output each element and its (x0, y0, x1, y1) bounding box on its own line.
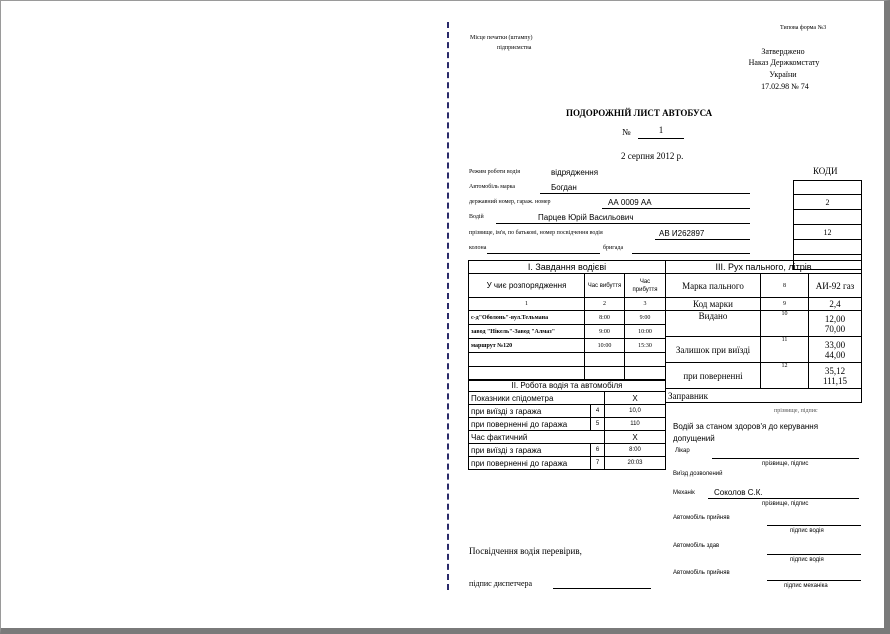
fueler-sign-caption: прізвище, підпис (774, 408, 818, 414)
fuel-leftover-value (809, 337, 862, 363)
plate-value: АА 0009 АА (608, 198, 652, 207)
health-title: Водій за станом здоров'я до керування допущений (673, 422, 819, 443)
codes-table (793, 180, 862, 270)
driver-sign-caption: підпис водія (790, 528, 824, 534)
task-depart: 10:00 (585, 339, 625, 353)
plate-underline (602, 208, 750, 209)
doctor-label: Лікар (675, 448, 690, 454)
brigade-underline (632, 253, 750, 254)
license-label: прізвище, ім'я, по батькові, номер посвідчення водія (469, 230, 603, 236)
perforation-line (447, 22, 449, 590)
time-row-label: при виїзді з гаража (469, 444, 591, 457)
col-arrive-header: Час прибуття (625, 274, 666, 298)
actual-time-mark: Х (605, 431, 666, 444)
task-arrive: 9:00 (625, 311, 666, 325)
task-depart: 8:00 (585, 311, 625, 325)
fuel-code-label: Код марки (666, 298, 761, 311)
approval-line-1: Затверджено (761, 47, 805, 56)
actual-time-label: Час фактичний (469, 431, 605, 444)
task-arrive: 15:30 (625, 339, 666, 353)
plate-label: державний номер, гараж. номер (469, 199, 551, 205)
driver-underline (496, 223, 750, 224)
driver-label: Водій (469, 214, 484, 220)
fuel-issued-label: Видано (666, 311, 761, 337)
work-table (468, 379, 666, 470)
task-depart (585, 353, 625, 367)
fuel-leftover-label: Залишок при виїзді (666, 337, 761, 363)
stamp-place-line2: підприємства (497, 45, 532, 51)
odometer-row-label: при виїзді з гаража (469, 405, 591, 418)
odometer-row-code: 5 (591, 418, 605, 431)
time-row-code: 7 (591, 457, 605, 470)
fuel-return-value (809, 363, 862, 389)
fuel-issued-value-2: 70,00 (824, 323, 846, 334)
fuel-brand-code: 8 (761, 274, 809, 298)
column-number: 3 (625, 298, 666, 311)
odometer-row-label: при поверненні до гаража (469, 418, 591, 431)
handed-underline (767, 554, 861, 555)
code-cell (794, 240, 862, 255)
fuel-return-value-2: 111,15 (822, 375, 848, 386)
work-title: II. Робота водія та автомобіля (469, 380, 666, 392)
code-cell: 2 (794, 195, 862, 210)
mechanic-sign-caption: прізвище, підпис (762, 501, 809, 507)
mechanic-value: Соколов С.К. (714, 488, 763, 497)
odometer-label: Показники спідометра (469, 392, 605, 405)
fuel-table (665, 260, 862, 403)
dispatcher-underline (553, 588, 651, 589)
odometer-mark: Х (605, 392, 666, 405)
mechanic-underline (708, 498, 859, 499)
approval-line-4: 17.02.98 № 74 (761, 82, 809, 91)
fuel-brand-label: Марка пального (666, 274, 761, 298)
fuel-issued-value (809, 311, 862, 337)
col-order-header: У чиє розпорядження (469, 274, 585, 298)
fuel-leftover-value-1: 33,00 (824, 339, 846, 350)
dispatcher-label: підпис диспетчера (469, 579, 533, 588)
code-cell (794, 181, 862, 195)
number-underline (638, 138, 684, 139)
tasks-table (468, 260, 666, 381)
number-value: 1 (658, 125, 664, 135)
mode-label: Режим роботи водія (469, 169, 520, 175)
fuel-code-code: 9 (761, 298, 809, 311)
accepted2-label: Автомобіль прийняв (673, 570, 730, 576)
codes-title: КОДИ (813, 166, 838, 176)
fueler-cell (666, 389, 862, 403)
fuel-code-value: 2,4 (809, 298, 862, 311)
stamp-place-line1: Місце печатки (штампу) (470, 35, 533, 41)
time-row-label: при поверненні до гаража (469, 457, 591, 470)
task-route: завод "Нікель"-Завод "Алмаз" (469, 325, 585, 339)
doctor-sign-caption: прізвище, підпис (762, 461, 809, 467)
task-depart: 9:00 (585, 325, 625, 339)
code-cell (794, 210, 862, 225)
fuel-issued-code: 10 (761, 311, 809, 337)
odometer-row-code: 4 (591, 405, 605, 418)
odometer-row-value: 110 (605, 418, 666, 431)
license-check-title: Посвідчення водія перевірив, (469, 546, 582, 556)
approval-line-3: України (769, 70, 797, 79)
time-row-value: 20:03 (605, 457, 666, 470)
task-arrive (625, 353, 666, 367)
column-label: колона (469, 245, 487, 251)
doctor-underline (712, 458, 859, 459)
number-label: № (622, 127, 631, 137)
fueler-label: Заправник (668, 390, 708, 401)
tasks-title: I. Завдання водієві (469, 261, 666, 274)
fuel-title: III. Рух пального, літрів (666, 261, 862, 274)
car-underline (540, 193, 750, 194)
handed-label: Автомобіль здав (673, 543, 720, 549)
license-underline (655, 239, 750, 240)
driver-sign-caption-2: підпис водія (790, 557, 824, 563)
fuel-issued-value-1: 12,00 (824, 313, 846, 324)
fuel-brand-value: АИ-92 газ (809, 274, 862, 298)
accepted2-underline (767, 580, 861, 581)
task-route: маршрут №120 (469, 339, 585, 353)
accepted-underline (767, 525, 861, 526)
column-underline (487, 253, 600, 254)
car-value: Богдан (551, 183, 577, 192)
mechanic-label: Механік (673, 490, 695, 496)
column-number: 2 (585, 298, 625, 311)
form-reference: Типова форма №3 (780, 25, 827, 31)
mechanic-sign-caption-2: підпис механіка (784, 583, 828, 589)
task-route: с-д"Оболонь"-вул.Тельмана (469, 311, 585, 325)
exit-allowed-label: Виїзд дозволений (673, 471, 723, 477)
time-row-value: 8:00 (605, 444, 666, 457)
accepted-label: Автомобіль прийняв (673, 515, 730, 521)
col-depart-header: Час вибуття (585, 274, 625, 298)
column-number: 1 (469, 298, 585, 311)
fuel-leftover-value-2: 44,00 (824, 349, 846, 360)
document-date: 2 серпня 2012 р. (621, 151, 684, 161)
mode-value: відрядження (551, 168, 599, 177)
odometer-row-value: 10,0 (605, 405, 666, 418)
brigade-label: бригада (603, 245, 624, 251)
time-row-code: 6 (591, 444, 605, 457)
fuel-leftover-code: 11 (761, 337, 809, 363)
car-label: Автомобіль марка (469, 184, 516, 190)
document-title: ПОДОРОЖНІЙ ЛИСТ АВТОБУСА (566, 108, 713, 118)
license-value: АВ И262897 (659, 229, 705, 238)
approval-line-2: Наказ Держкомстату (748, 58, 820, 67)
code-cell: 12 (794, 225, 862, 240)
task-route (469, 353, 585, 367)
task-arrive: 10:00 (625, 325, 666, 339)
fuel-return-code: 12 (761, 363, 809, 389)
fuel-return-value-1: 35,12 (824, 365, 846, 376)
driver-value: Парцев Юрій Васильович (538, 213, 634, 222)
fuel-return-label: при поверненні (666, 363, 761, 389)
